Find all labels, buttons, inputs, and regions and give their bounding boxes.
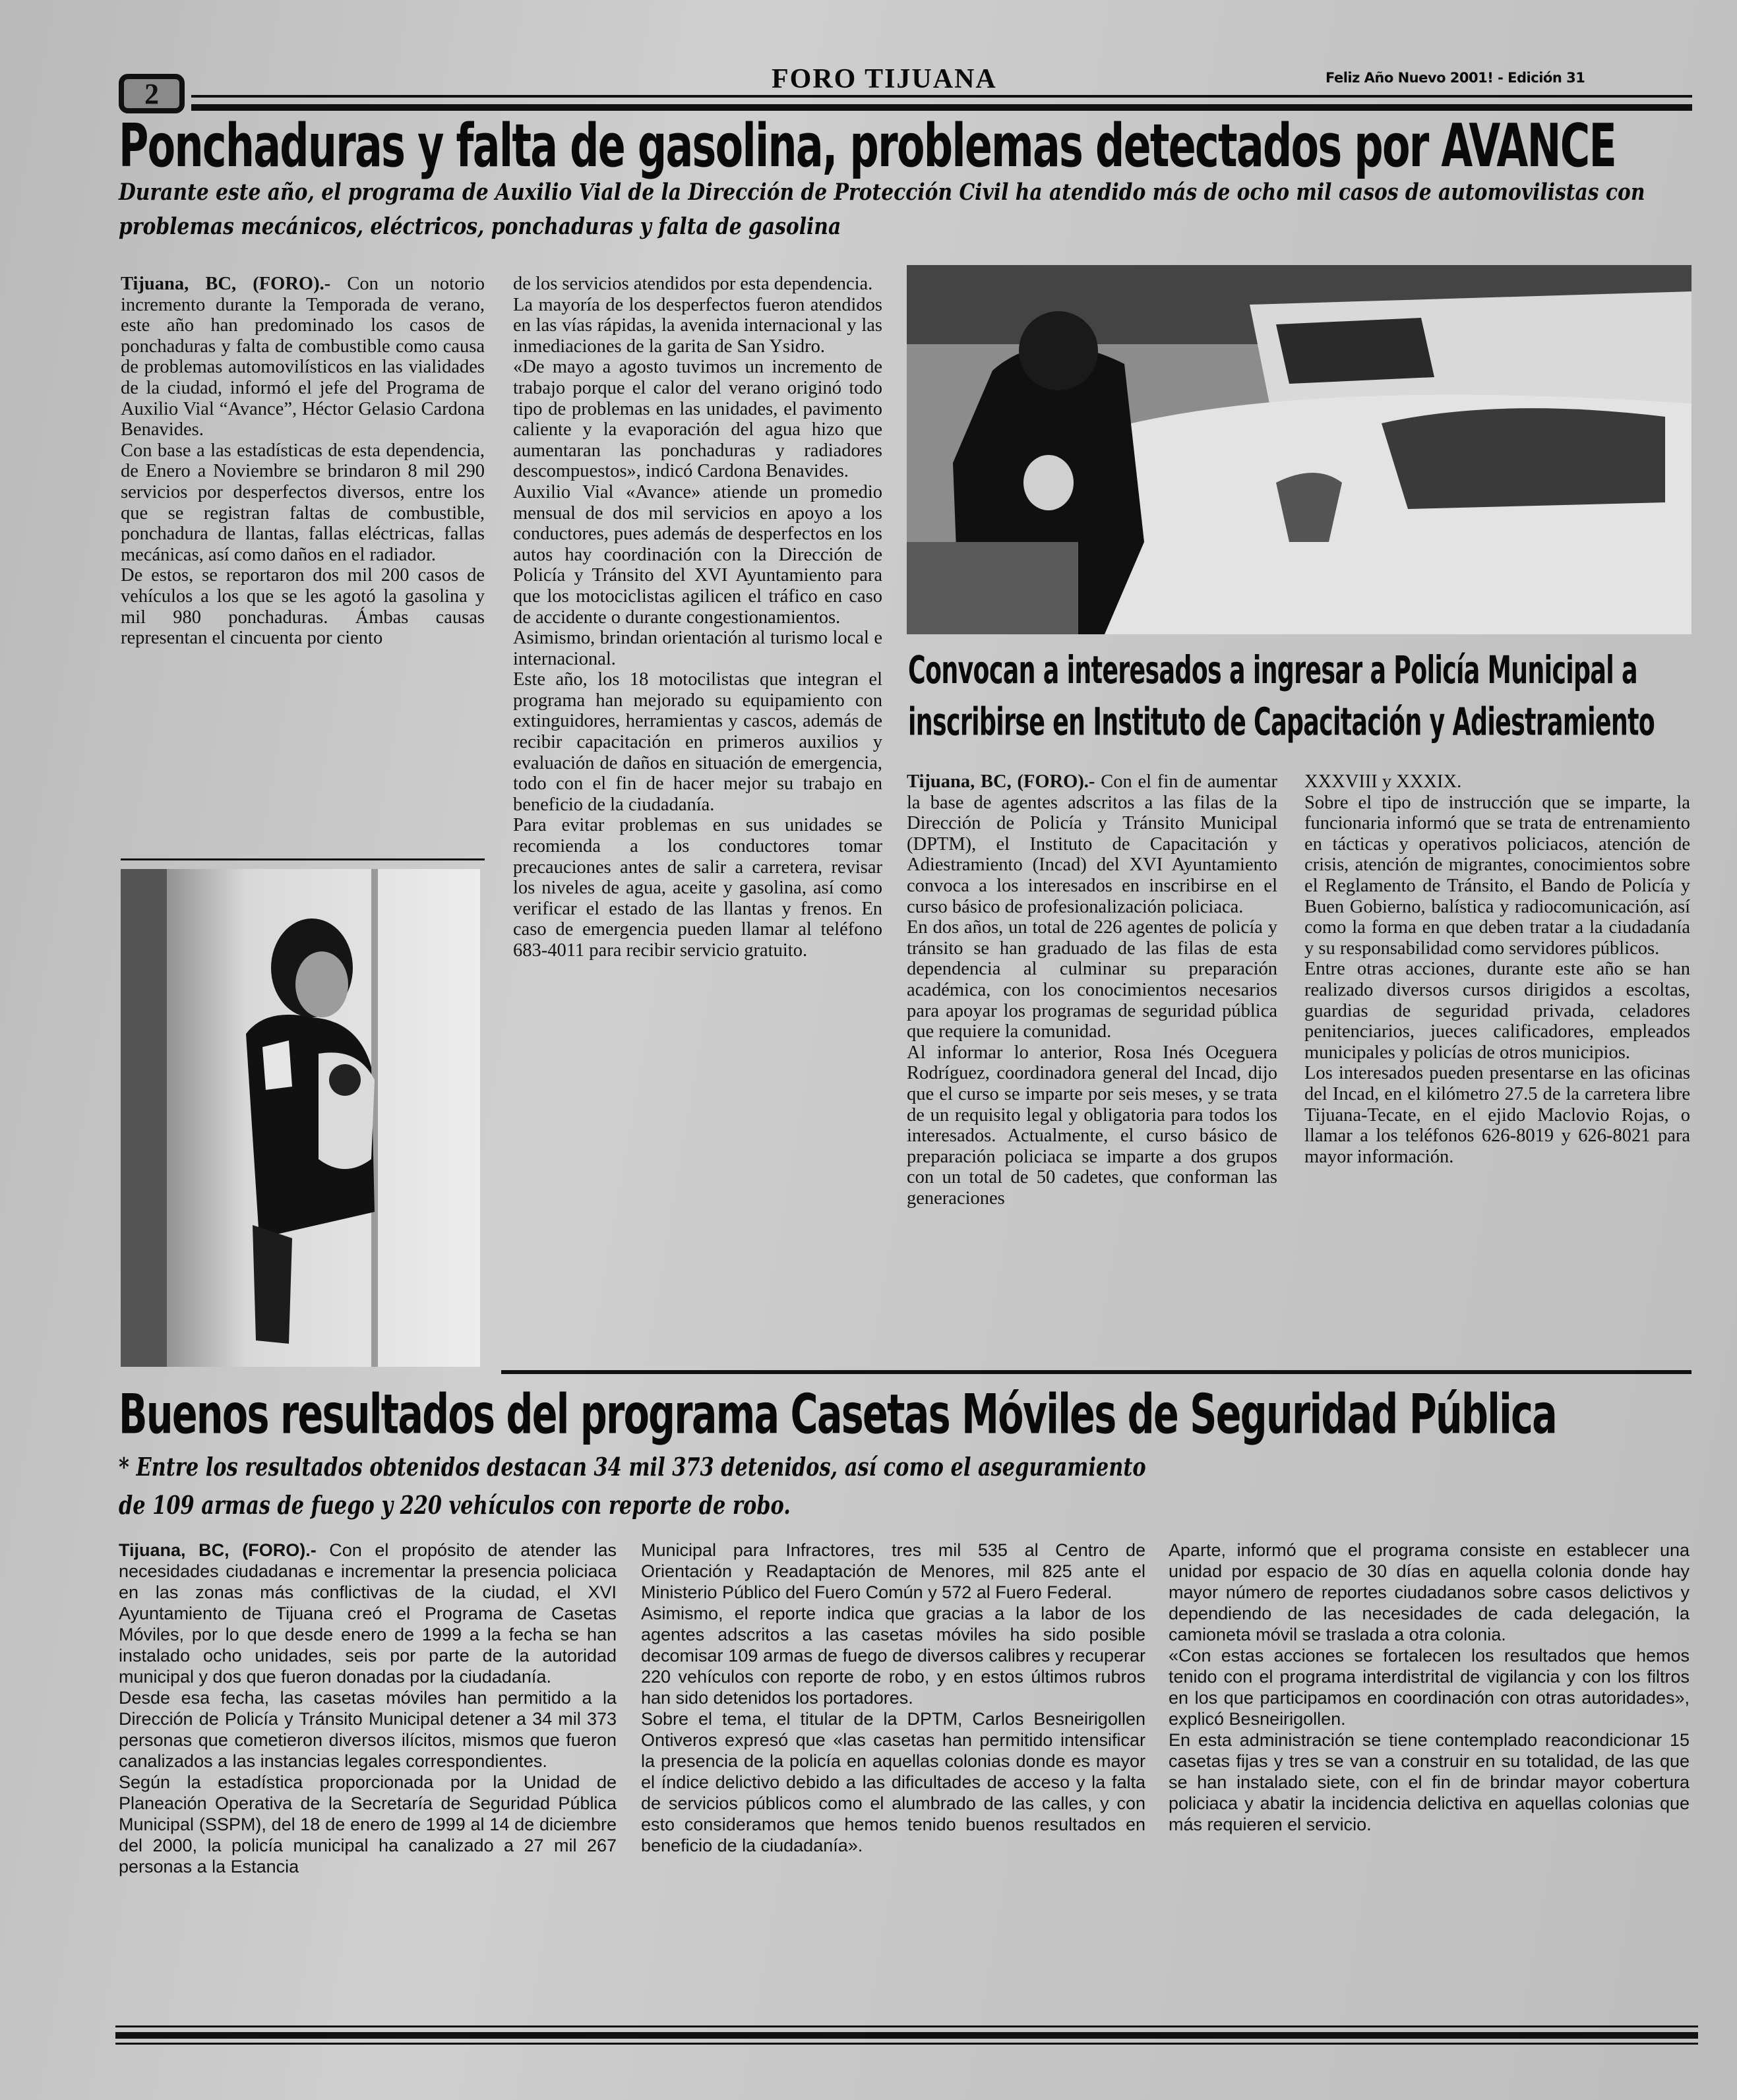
article3-paragraph: «Con estas acciones se fortalecen los resultados que hemos tenido con el programa interdistrital de vigilancia y con los filtros en los que participamos en coordinación con otras autoridades», explicó Besneirigollen. bbox=[1169, 1646, 1690, 1729]
article2-paragraph: Entre otras acciones, durante este año se han realizado diversos cursos dirigidos a escoltas, guardias de seguridad privada, celadores penitenciarios, jueces calificadores, empleados municipales y policías de otros municipios. bbox=[1304, 959, 1690, 1063]
article1-paragraph: Con base a las estadísticas de esta dependencia, de Enero a Noviembre se brindaron 8 mil 290 servicios por desperfectos diversos, entre los que se registran faltas de combustible, ponchadura de llantas, fallas eléctricas, fallas mecánicas, así como daños en el radiador. bbox=[121, 440, 485, 565]
article3-column-2 bbox=[641, 1540, 1145, 1856]
article2-paragraph: Sobre el tipo de instrucción que se imparte, la funcionaria informó que se trata de entrenamiento en tácticas y operativos policiacos, atención de crisis, atención de migrantes, conocimientos sobre el Reglamento de Tránsito, el Bando de Policía y Buen Gobierno, balística y radiocomunicación, así como la forma en que deben tratar a la ciudadanía y su responsabilidad como servidores públicos. bbox=[1304, 792, 1690, 959]
article1-paragraph: «De mayo a agosto tuvimos un incremento de trabajo porque el calor del verano originó todo tipo de problemas en las unidades, el pavimento caliente y la evaporación del agua hizo que aumentaran las ponchaduras y radiadores descompuestos», indicó Cardona Benavides. bbox=[513, 357, 882, 482]
photo-female-officer bbox=[121, 869, 480, 1367]
article1-column-2 bbox=[513, 274, 882, 961]
article1-paragraph: Asimismo, brindan orientación al turismo local e internacional. bbox=[513, 628, 882, 669]
masthead-rule-bottom bbox=[191, 104, 1692, 111]
article1-column-1 bbox=[121, 274, 485, 649]
article3-paragraph: Asimismo, el reporte indica que gracias a la labor de los agentes adscritos a las casetas móviles ha sido posible decomisar 109 armas de fuego de diversos calibres y recuperar 220 vehículos con reporte de robo, y en estos últimos rubros han sido detenidos los portadores. bbox=[641, 1604, 1145, 1708]
article2-column-2 bbox=[1304, 771, 1690, 1167]
footer-rule-top bbox=[115, 2025, 1698, 2027]
article1-paragraph: Auxilio Vial «Avance» atiende un promedio mensual de dos mil servicios en apoyo a los conductores, pues además de desperfectos en los autos hay coordinación con la Dirección de Policía y Tránsito del XVI Ayuntamiento para que los motociclistas agilicen el tráfico en caso de accidente o durante congestionamientos. bbox=[513, 481, 882, 628]
article3-column-3 bbox=[1169, 1540, 1690, 1835]
article2-paragraph: En dos años, un total de 226 agentes de policía y tránsito se han graduado de las filas de esta dependencia al culminar su preparación académica, con los conocimientos necesarios para apoyar los programas de seguridad pública que requiere la comunidad. bbox=[907, 917, 1277, 1042]
article3-dateline: Tijuana, BC, (FORO).- bbox=[119, 1540, 317, 1560]
article1-dateline: Tijuana, BC, (FORO).- bbox=[121, 274, 331, 294]
article1-paragraph: La mayoría de los desperfectos fueron atendidos en las vías rápidas, la avenida internacional y las inmediaciones de la garita de San Ysidro. bbox=[513, 294, 882, 357]
masthead-rule-top bbox=[191, 95, 1692, 98]
article1-headline: Ponchaduras y falta de gasolina, problemas detectados por AVANCE bbox=[119, 111, 1616, 180]
article1-paragraph-text: Con un notorio incremento durante la Temporada de verano, este año han predominado los casos de ponchaduras y falta de combustible como causa de problemas automovilísticos en las vialidades de la ciudad, informó el jefe del Programa de Auxilio Vial “Avance”, Héctor Gelasio Cardona Benavides. bbox=[121, 274, 485, 440]
article3-paragraph: Sobre el tema, el titular de la DPTM, Carlos Besneirigollen Ontiveros expresó que «las casetas han permitido intensificar la presencia de la policía en aquellas colonias donde es mayor el índice delictivo debido a las dificultades de acceso y la falta de servicios públicos como el alumbrado de las calles, y con esto consideramos que hemos tenido buenos resultados en beneficio de la ciudadanía». bbox=[641, 1709, 1145, 1855]
footer-rule-middle bbox=[115, 2032, 1698, 2039]
female-officer-image bbox=[121, 869, 480, 1367]
publication-name: FORO TIJUANA bbox=[772, 64, 997, 94]
article2-paragraph bbox=[907, 771, 1277, 917]
article3-column-1 bbox=[119, 1540, 617, 1877]
article2-paragraph: Los interesados pueden presentarse en las oficinas del Incad, en el kilómetro 27.5 de la carretera libre Tijuana-Tecate, en el ejido Maclovio Rojas, o llamar a los teléfonos 626-8019 y 626-8021 para mayor información. bbox=[1304, 1063, 1690, 1167]
article2-paragraph: XXXVIII y XXXIX. bbox=[1304, 771, 1462, 792]
article1-deck: Durante este año, el programa de Auxilio Vial de la Dirección de Protección Civil ha atendido más de ocho mil casos de automovilistas con problemas mecánicos, eléctricos, ponchaduras y falta de gasolina bbox=[119, 179, 1645, 240]
article3-paragraph: En esta administración se tiene contemplado reacondicionar 15 casetas fijas y tres se van a construir en su totalidad, de las que se han instalado siete, con el fin de brindar mayor cobertura policiaca y abatir la incidencia delictiva en aquellas colonias que más requieren el servicio. bbox=[1169, 1730, 1690, 1834]
article1-paragraph: Para evitar problemas en sus unidades se recomienda a los conductores tomar precauciones antes de salir a carretera, revisar los niveles de agua, aceite y gasolina, así como verificar el estado de las llantas y frenos. En caso de emergencia pueden llamar al teléfono 683-4011 para recibir servicio gratuito. bbox=[513, 815, 882, 961]
page-number: 2 bbox=[119, 74, 185, 113]
article2-column-1 bbox=[907, 771, 1277, 1209]
edition-label: Feliz Año Nuevo 2001! - Edición 31 bbox=[1326, 70, 1585, 86]
article3-paragraph bbox=[119, 1540, 617, 1687]
article2-dateline: Tijuana, BC, (FORO).- bbox=[907, 771, 1095, 792]
article1-paragraph: Este año, los 18 motocilistas que integran el programa han mejorado su equipamiento con extinguidores, herramientas y cascos, además de recibir capacitación en primeros auxilios y evaluación de daños en situación de emergencia, todo con el fin de hacer mejor su trabajo en beneficio de la ciudadanía. bbox=[513, 669, 882, 815]
photo-officer-assisting-motorist bbox=[907, 265, 1691, 634]
section-divider bbox=[501, 1370, 1691, 1374]
article3-paragraph: Municipal para Infractores, tres mil 535 al Centro de Orientación y Readaptación de Menores, mil 825 ante el Ministerio Público del Fuero Común y 572 al Fuero Federal. bbox=[641, 1540, 1145, 1602]
article3-deck: * Entre los resultados obtenidos destacan 34 mil 373 detenidos, así como el aseguramiento de 109 armas de fuego y 220 vehículos con reporte de robo. bbox=[119, 1452, 1146, 1520]
officer-car-image bbox=[907, 265, 1691, 634]
article1-paragraph: De estos, se reportaron dos mil 200 casos de vehículos a los que se les agotó la gasolina y mil 980 ponchaduras. Ámbas causas representan el cincuenta por ciento bbox=[121, 565, 485, 649]
article2-paragraph: Al informar lo anterior, Rosa Inés Oceguera Rodríguez, coordinadora general del Incad, dijo que el curso se imparte por seis meses, y se trata de un requisito legal y obligatoria para todos los interesados. Actualmente, el curso básico de preparación policiaca se imparte a dos grupos con un total de 50 cadetes, que conforman las generaciones bbox=[907, 1042, 1277, 1209]
article3-paragraph: Desde esa fecha, las casetas móviles han permitido a la Dirección de Policía y Tránsito Municipal detener a 34 mil 373 personas que cometieron diversos ilícitos, mismos que fueron canalizados a las instancias legales correspondientes. bbox=[119, 1688, 617, 1771]
footer-rule-bottom bbox=[115, 2043, 1698, 2045]
article3-paragraph: Según la estadística proporcionada por la Unidad de Planeación Operativa de la Secretaría de Seguridad Pública Municipal (SSPM), del 18 de enero de 1999 al 14 de diciembre del 2000, la policía municipal ha canalizado a 27 mil 267 personas a la Estancia bbox=[119, 1772, 617, 1876]
article3-paragraph: Aparte, informó que el programa consiste en establecer una unidad por espacio de 30 días en aquella colonia donde hay mayor número de reportes ciudadanos sobre casos delictivos y dependiendo de las necesidades de cada delegación, la camioneta móvil se traslada a otra colonia. bbox=[1169, 1540, 1690, 1644]
article1-paragraph: de los servicios atendidos por esta dependencia. bbox=[513, 274, 873, 294]
article1-paragraph bbox=[121, 274, 485, 440]
column-divider bbox=[121, 858, 485, 860]
article2-headline: Convocan a interesados a ingresar a Policía Municipal a inscribirse en Instituto de Capacitación y Adiestramiento bbox=[908, 648, 1655, 745]
article2-paragraph-text: Con el fin de aumentar la base de agentes adscritos a las filas de la Dirección de Policía y Tránsito Municipal (DPTM), el Instituto de Capacitación y Adiestramiento (Incad) del XVI Ayuntamiento convoca a los interesados en inscribirse en el curso básico de profesionalización policiaca. bbox=[907, 771, 1277, 917]
article3-headline: Buenos resultados del programa Casetas Móviles de Seguridad Pública bbox=[119, 1383, 1557, 1447]
article3-paragraph-text: Con el propósito de atender las necesidades ciudadanas e incrementar la presencia policiaca en las zonas más conflictivas de la ciudad, el XVI Ayuntamiento de Tijuana creó el Programa de Casetas Móviles, por lo que desde enero de 1999 a la fecha se han instalado ocho unidades, seis por parte de la autoridad municipal y dos que fueron donadas por la ciudadanía. bbox=[119, 1540, 617, 1687]
